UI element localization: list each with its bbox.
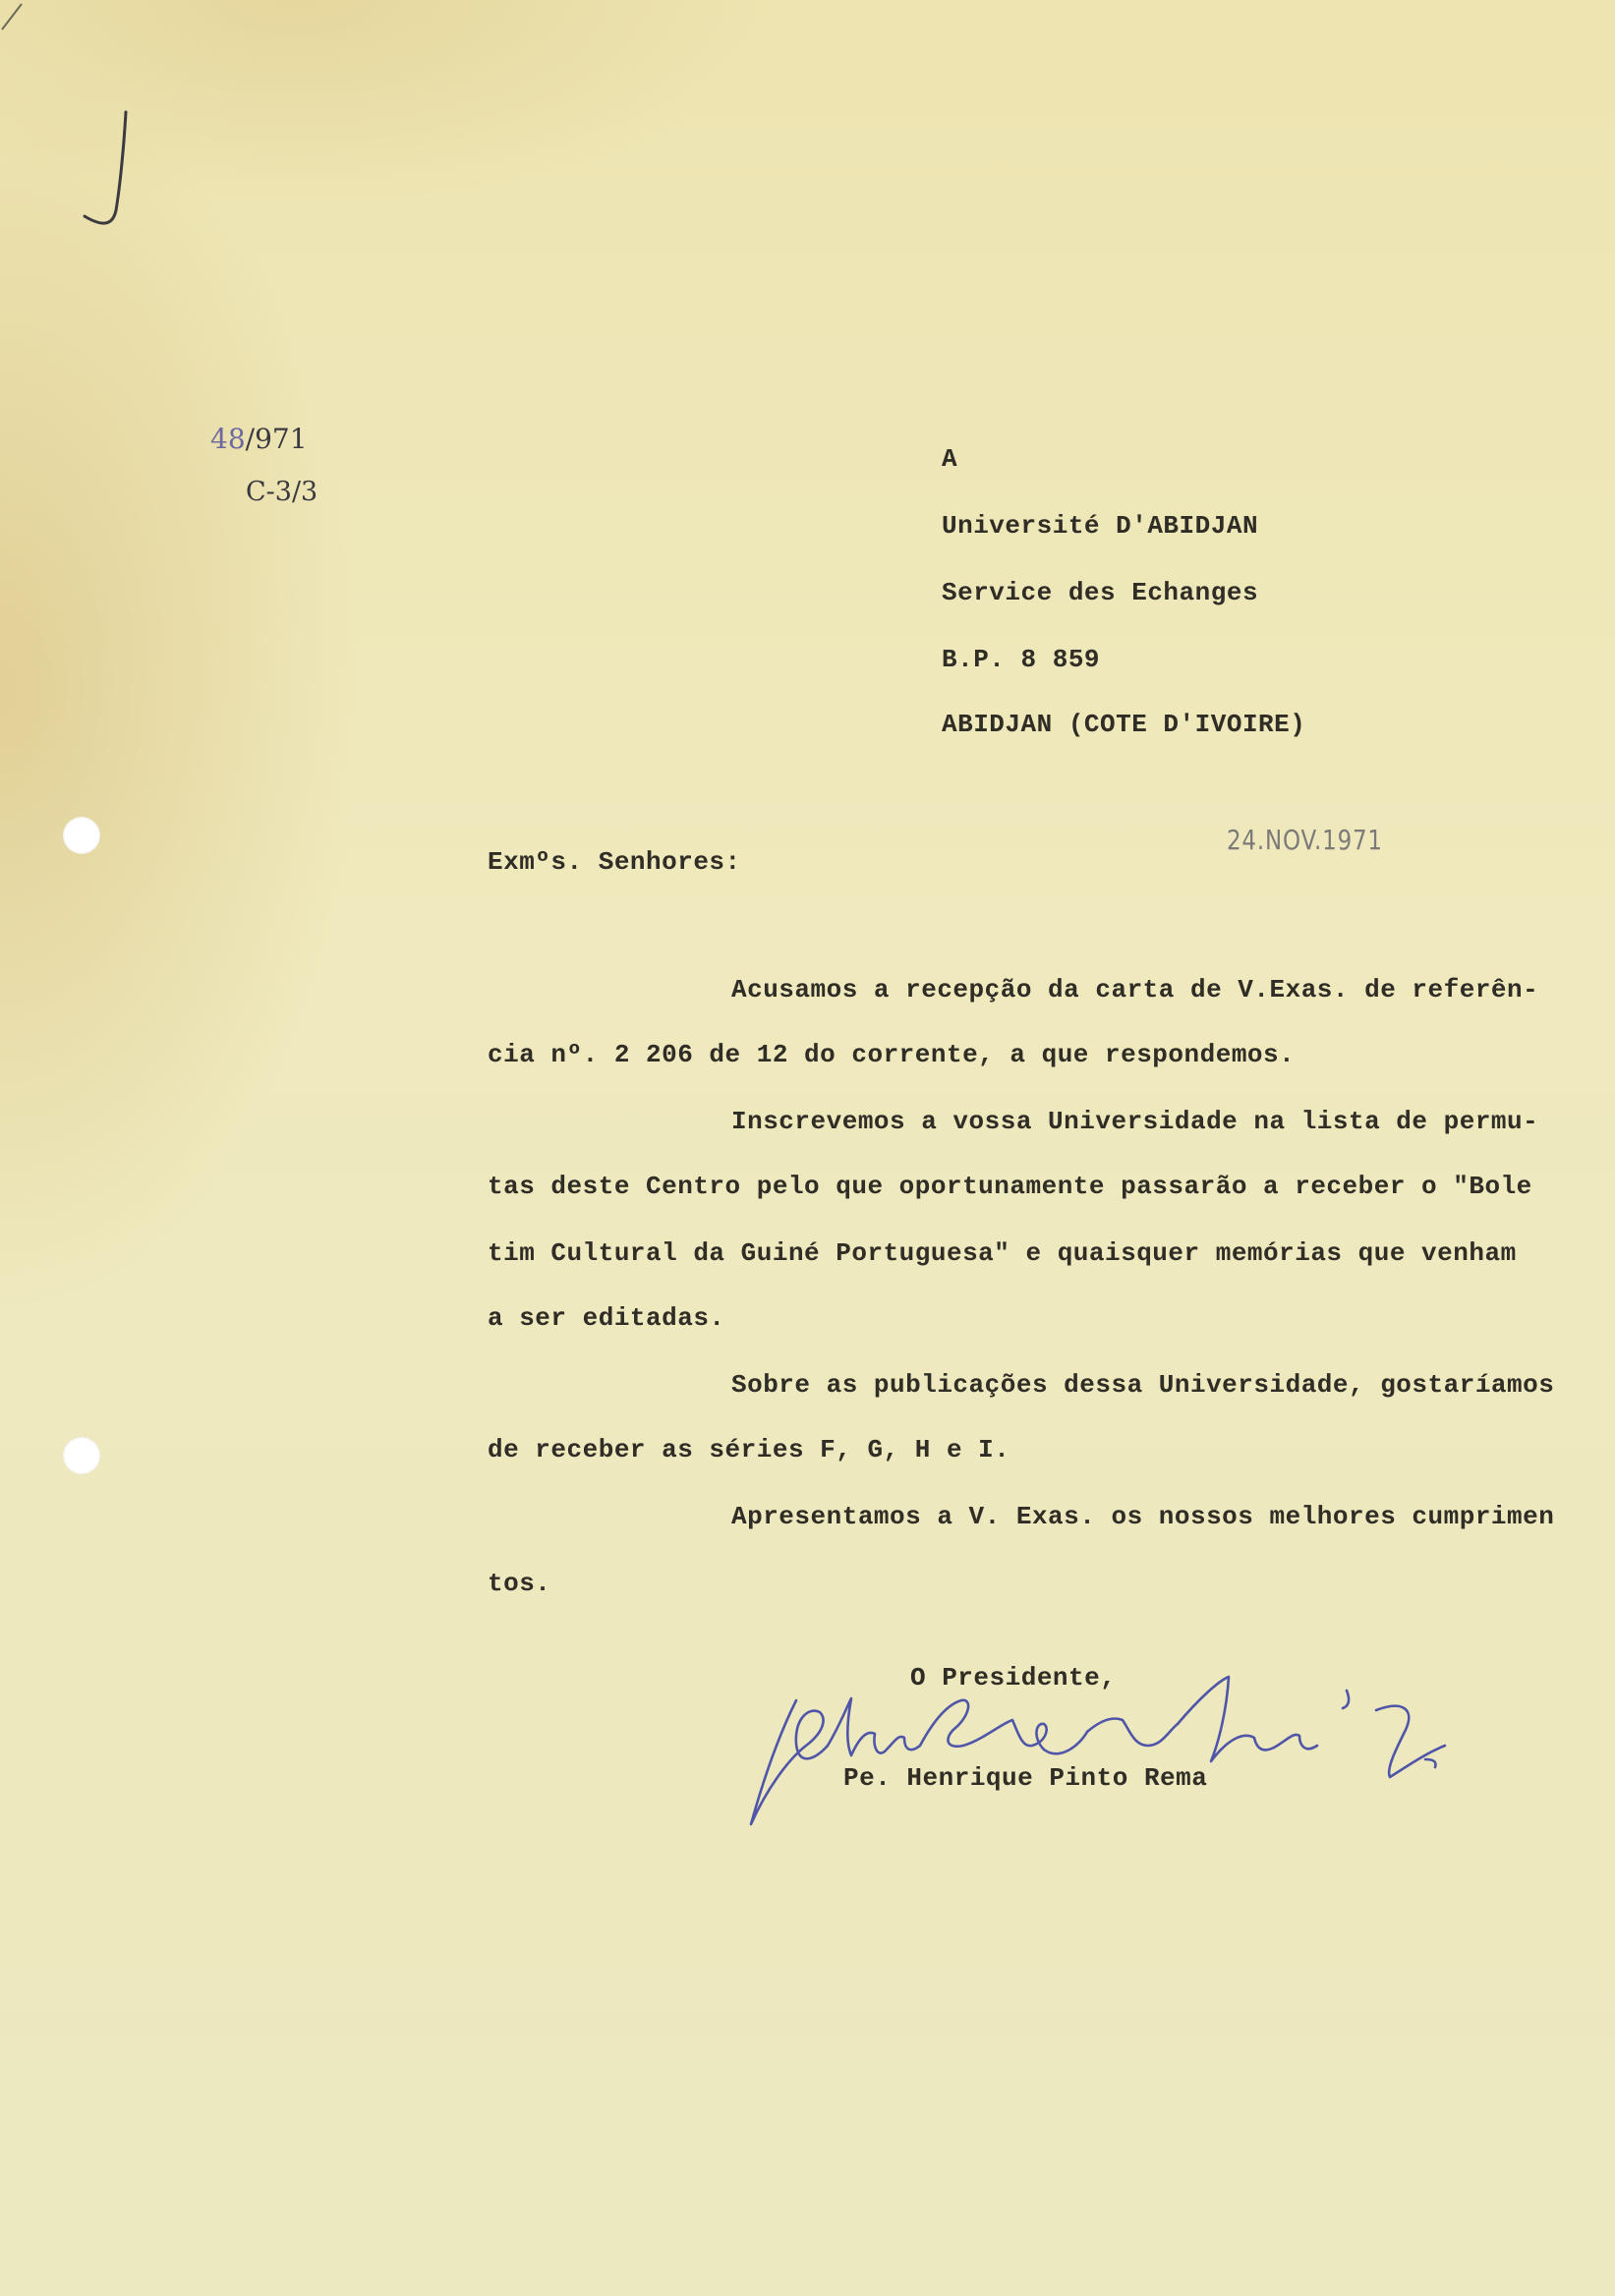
body-line-5: tim Cultural da Guiné Portuguesa" e quaisquer memórias que venham — [488, 1238, 1517, 1268]
body-line-2: cia nº. 2 206 de 12 do corrente, a que respondemos. — [488, 1040, 1296, 1069]
reference-code: C-3/3 — [246, 477, 318, 507]
body-line-7: Sobre as publicações dessa Universidade, gostaríamos — [731, 1370, 1555, 1400]
margin-handwritten-mark — [59, 108, 128, 236]
salutation: Exmºs. Senhores: — [488, 847, 741, 877]
body-line-6: a ser editadas. — [488, 1303, 725, 1333]
body-line-9: Apresentamos a V. Exas. os nossos melhores cumprimen — [731, 1502, 1555, 1531]
punch-hole-bottom — [63, 1437, 100, 1474]
body-line-1: Acusamos a recepção da carta de V.Exas. de referên- — [731, 975, 1539, 1004]
reference-number-handwritten: 48 — [210, 423, 246, 455]
recipient-line-1: Université D'ABIDJAN — [942, 511, 1259, 541]
recipient-line-3: B.P. 8 859 — [942, 645, 1101, 674]
closing-title: O Presidente, — [910, 1663, 1117, 1693]
recipient-prefix: A — [942, 444, 958, 474]
signature-scribble — [737, 1651, 1484, 1848]
body-line-10: tos. — [488, 1569, 551, 1598]
body-line-4: tas deste Centro pelo que oportunamente passarão a receber o "Bole — [488, 1172, 1532, 1201]
date-stamp: 24.NOV.1971 — [1227, 824, 1383, 856]
reference-number — [210, 423, 308, 455]
closing-name: Pe. Henrique Pinto Rema — [843, 1763, 1208, 1793]
recipient-line-2: Service des Echanges — [942, 578, 1259, 607]
body-line-3: Inscrevemos a vossa Universidade na lista de permu- — [731, 1107, 1539, 1136]
punch-hole-top — [63, 817, 100, 854]
body-line-8: de receber as séries F, G, H e I. — [488, 1435, 1010, 1464]
corner-pencil-mark — [0, 0, 39, 39]
reference-number-typed: /971 — [245, 423, 308, 455]
recipient-line-4: ABIDJAN (COTE D'IVOIRE) — [942, 710, 1306, 739]
